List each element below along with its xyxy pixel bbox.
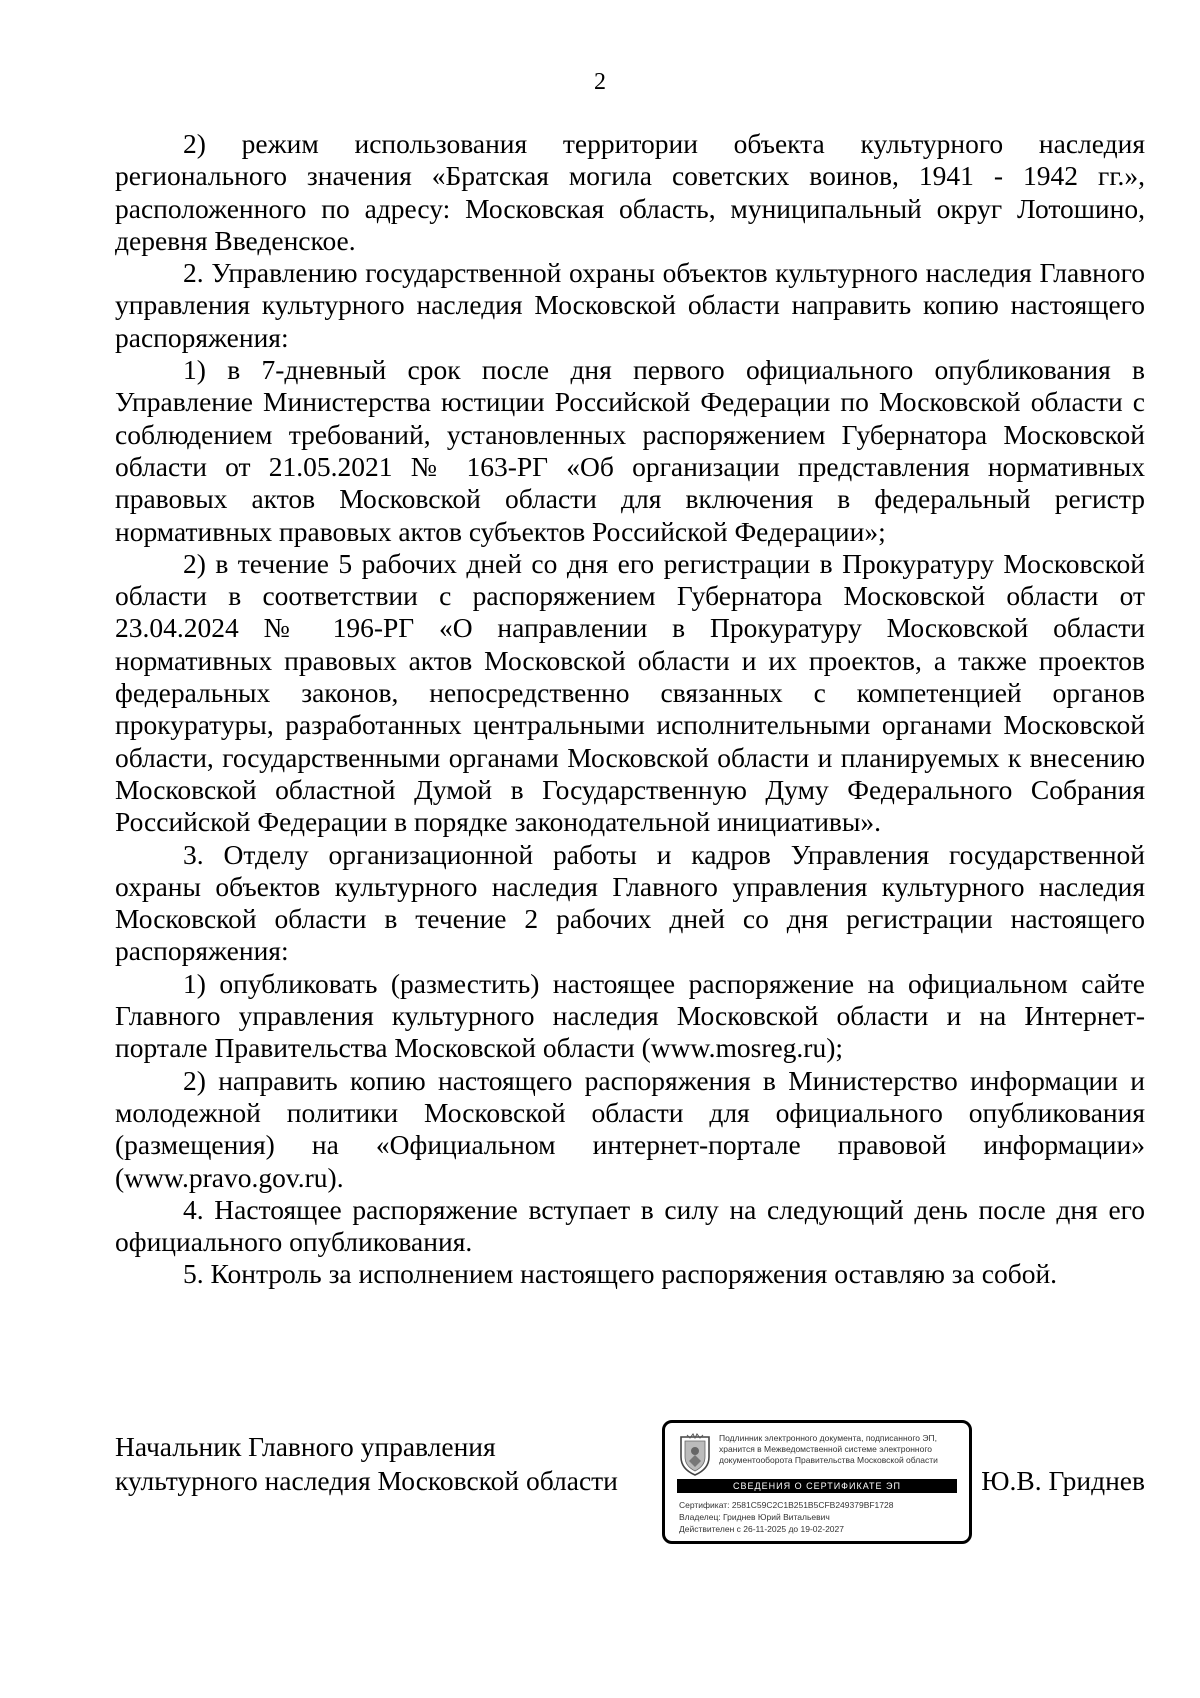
certificate-validity: Действителен с 26-11-2025 до 19-02-2027: [679, 1524, 844, 1534]
signatory-title-line-2: культурного наследия Московской области: [115, 1465, 618, 1496]
page-number: 2: [594, 69, 606, 95]
electronic-signature-stamp: [662, 1420, 972, 1544]
paragraph-3: 1) в 7-дневный срок после дня первого официального опубликования в Управление Министерства юстиции Российской Федерации по Московской области с соблюдением требований, установленных распоряжением Губернатора Московской области от 21.05.2021 № 163-РГ «Об организации представления нормативных правовых актов Московской области для включения в федеральный регистр нормативных правовых актов субъектов Российской Федерации»;: [115, 354, 1145, 547]
paragraph-1: 2) режим использования территории объекта культурного наследия регионального значения «Братская могила советских воинов, 1941 - 1942 гг.», расположенного по адресу: Московская область, муниципальный округ Лотошино, деревня Введенское.: [115, 128, 1145, 256]
stamp-info-line-2: хранится в Межведомственной системе электронного: [719, 1444, 932, 1454]
signatory-name: Ю.В. Гриднев: [981, 1465, 1145, 1496]
paragraph-5: 3. Отделу организационной работы и кадров Управления государственной охраны объектов культурного наследия Главного управления культурного наследия Московской области в течение 2 рабочих дней со дня регистрации настоящего распоряжения:: [115, 838, 1145, 967]
document-body: [115, 128, 1145, 1291]
paragraph-4: 2) в течение 5 рабочих дней со дня его регистрации в Прокуратуру Московской области в соответствии с распоряжением Губернатора Московской области от 23.04.2024 № 196-РГ «О направлении в Прокуратуру Московской области нормативных правовых актов Московской области и их проектов, а также проектов федеральных законов, непосредственно связанных с компетенцией органов прокуратуры, разработанных центральными исполнительными органами Московской области, государственными органами Московской области и планируемых к внесению Московской областной Думой в Государственную Думу Федерального Собрания Российской Федерации в порядке законодательной инициативы».: [115, 547, 1145, 838]
signature-block: [115, 1430, 1145, 1560]
signatory-title-line-1: Начальник Главного управления: [115, 1431, 496, 1462]
stamp-info-line-3: документооборота Правительства Московской области: [719, 1455, 938, 1465]
stamp-info-line-1: Подлинник электронного документа, подписанного ЭП,: [719, 1433, 937, 1443]
certificate-number: Сертификат: 2581C59C2C1B251B5CFB249379BF1728: [679, 1500, 894, 1510]
paragraph-2: 2. Управлению государственной охраны объектов культурного наследия Главного управления культурного наследия Московской области направить копию настоящего распоряжения:: [115, 257, 1145, 353]
paragraph-6: 1) опубликовать (разместить) настоящее распоряжение на официальном сайте Главного управления культурного наследия Московской области и на Интернет-портале Правительства Московской области (www.mosreg.ru);: [115, 967, 1145, 1064]
certificate-details: [679, 1499, 965, 1535]
signatory-title: [115, 1430, 618, 1498]
paragraph-7: 2) направить копию настоящего распоряжения в Министерство информации и молодежной политики Московской области для официального опубликования (размещения) на «Официальном интернет-портале правовой информации» (www.pravo.gov.ru).: [115, 1064, 1145, 1193]
moscow-region-coat-of-arms-icon: [677, 1433, 713, 1477]
stamp-info-text: [719, 1433, 967, 1466]
paragraph-9: 5. Контроль за исполнением настоящего распоряжения оставляю за собой.: [183, 1258, 1058, 1290]
certificate-header-bar: СВЕДЕНИЯ О СЕРТИФИКАТЕ ЭП: [677, 1479, 957, 1493]
paragraph-8: 4. Настоящее распоряжение вступает в силу на следующий день после дня его официального опубликования.: [115, 1193, 1145, 1258]
certificate-owner: Владелец: Гриднев Юрий Витальевич: [679, 1512, 830, 1522]
